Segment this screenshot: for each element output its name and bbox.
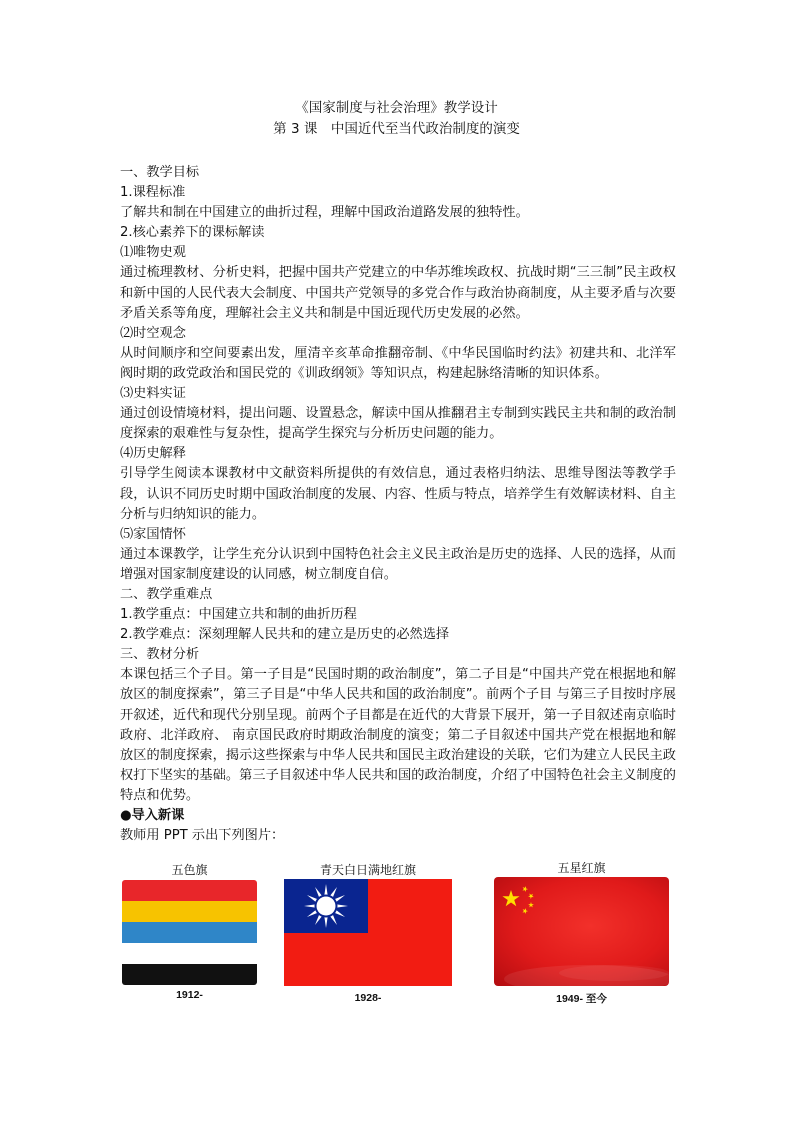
star-icon (528, 893, 534, 899)
item-heading: ⑶史料实证 (120, 386, 186, 402)
key-point: 1.教学重点：中国建立共和制的曲折历程 (120, 607, 357, 623)
item-heading: ⑷历史解释 (120, 446, 186, 462)
star-icon (502, 890, 519, 906)
paragraph: 了解共和制在中国建立的曲折过程，理解中国政治道路发展的独特性。 (120, 205, 529, 221)
sun-canton-icon (284, 879, 368, 933)
heading-textbook-analysis: 三、教材分析 (120, 647, 200, 663)
heading-key-points: 二、教学重难点 (120, 586, 213, 602)
flag-year-five-color: 1912- (176, 989, 203, 1001)
paragraph: 本课包括三个子目。第一子目是“民国时期的政治制度”，第二子目是“中国共产党在根据地和解放区的制度探索”，第三子目是“中华人民共和国的政治制度”。前两个子目 与第三子目按时序展开叙述，近代和现代分别呈现。前两个子目都是在近代的大背景下展开，第一子目叙述南京临时政府、北洋政府、 南京国民政府时期政治制度的演变；第二子目叙述中国共产党在根据地和解放区的制度探索，揭示这些探索与中华人民共和国民主政治建设的关联，它们为建立人民民主政权打下坚实的基础。第三子目叙述中华人民共和国的政治制度，介绍了中国特色社会主义制度的特点和优势。 (120, 667, 676, 803)
paragraph: 通过梳理教材、分析史料，把握中国共产党建立的中华苏维埃政权、抗战时期“三三制”民主政权和新中国的人民代表大会制度、中国共产党领导的多党合作与政治协商制度，从主要矛盾与次要矛盾关系等角度，理解社会主义共和制是中国近现代历史发展的必然。 (120, 265, 676, 321)
doc-subtitle: 第 3 课 中国近代至当代政治制度的演变 (273, 121, 520, 137)
difficult-point: 2.教学难点：深刻理解人民共和的建立是历史的必然选择 (120, 627, 450, 643)
flag-year-roc: 1928- (354, 992, 382, 1004)
paragraph: 从时间顺序和空间要素出发，厘清辛亥革命推翻帝制、《中华民国临时约法》初建共和、北洋军阀时期的政党政治和国民党的《训政纲领》等知识点，构建起脉络清晰的知识体系。 (120, 345, 676, 381)
doc-body (120, 163, 676, 846)
paragraph: 通过创设情境材料，提出问题、设置悬念，解读中国从推翻君主专制到实践民主共和制的政治制度探索的艰难性与复杂性，提高学生探究与分析历史问题的能力。 (120, 406, 676, 442)
subheading-literacy: 2.核心素养下的课标解读 (120, 225, 265, 241)
roc-flag-image (284, 879, 452, 986)
star-icon (523, 908, 528, 914)
item-heading: ⑸家国情怀 (120, 526, 186, 542)
star-icon (523, 886, 528, 892)
flag-caption-roc: 青天白日满地红旗 (319, 863, 416, 877)
item-heading: ⑴唯物史观 (120, 245, 186, 261)
doc-title: 《国家制度与社会治理》教学设计 (295, 100, 498, 116)
flag-caption-prc: 五星红旗 (557, 861, 606, 875)
heading-intro: ●导入新课 (120, 808, 185, 823)
subheading-standard: 1.课程标准 (120, 185, 186, 201)
prc-flag-image (494, 877, 669, 986)
paragraph: 通过本课教学，让学生充分认识到中国特色社会主义民主政治是历史的选择、人民的选择，从而增强对国家制度建设的认同感，树立制度自信。 (120, 546, 676, 582)
flag-caption-five-color: 五色旗 (171, 863, 208, 877)
five-color-flag-image (122, 880, 257, 985)
flag-year-prc: 1949- 至今 (556, 993, 607, 1005)
stars-icon (494, 877, 669, 986)
heading-objectives: 一、教学目标 (120, 165, 200, 180)
paragraph: 教师用 PPT 示出下列图片： (120, 828, 285, 844)
paragraph: 引导学生阅读本课教材中文献资料所提供的有效信息，通过表格归纳法、思维导图法等教学手段，认识不同历史时期中国政治制度的发展、内容、性质与特点，培养学生有效解读材料、自主分析与归纳知识的能力。 (120, 466, 676, 522)
star-icon (528, 902, 534, 907)
item-heading: ⑵时空观念 (120, 325, 186, 341)
